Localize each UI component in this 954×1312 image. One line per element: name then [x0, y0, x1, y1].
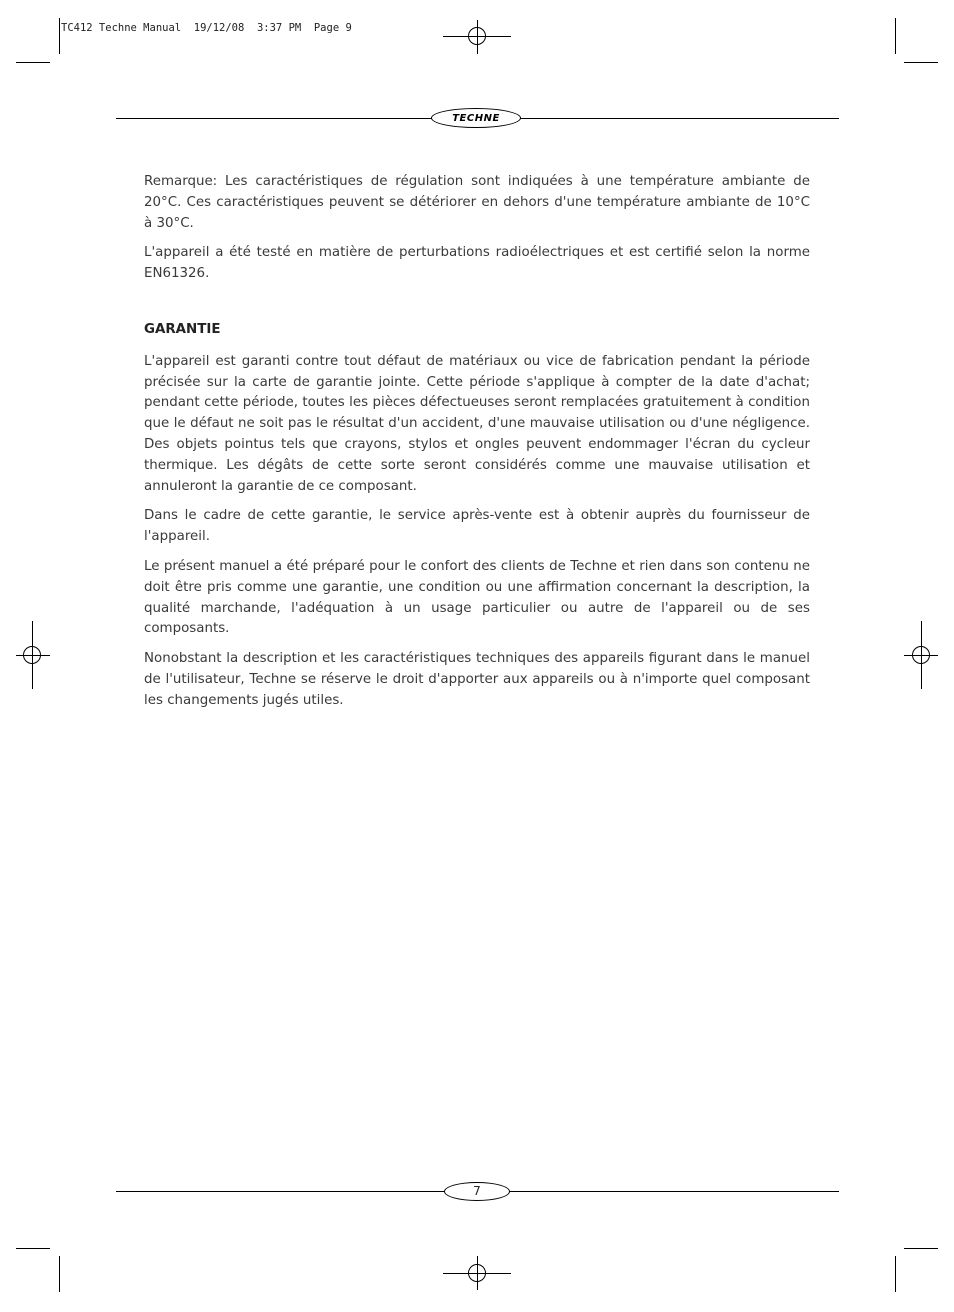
paragraph-service: Dans le cadre de cette garantie, le service après-vente est à obtenir auprès du fournisseur de l'appareil. [144, 508, 810, 545]
crop-mark [16, 1248, 50, 1249]
crop-mark [895, 1256, 896, 1292]
page-content [144, 172, 810, 721]
paragraph-garantie: L'appareil est garanti contre tout défaut de matériaux ou vice de fabrication pendant la période précisée sur la carte de garantie jointe. Cette période s'applique à compter de la date d'achat; pendant cette période, toutes les pièces défectueuses seront remplacées gratuitement à condition que le défaut ne soit pas le résultat d'un accident, d'une mauvaise utilisation ou d'une négligence. Des objets pointus tels que crayons, stylos et ongles peuvent endommager l'écran du cycleur thermique. Les dégâts de cette sorte seront considérés comme une mauvaise utilisation et annuleront la garantie de ce composant. [144, 353, 810, 494]
crop-mark [895, 18, 896, 54]
paragraph-remarque: Remarque: Les caractéristiques de régulation sont indiquées à une température ambiante de 20°C. Ces caractéristiques peuvent se détériorer en dehors d'une température ambiante de 10°C à 30°C. [144, 174, 810, 231]
printer-slug: TC412 Techne Manual 19/12/08 3:37 PM Page 9 [61, 22, 352, 34]
crop-mark [904, 62, 938, 63]
paragraph-manuel: Le présent manuel a été préparé pour le confort des clients de Techne et rien dans son contenu ne doit être pris comme une garantie, une condition ou une affirmation concernant la description, la qualité marchande, l'adéquation à un usage particulier ou autre de l'appareil ou de ses composants. [144, 558, 810, 637]
paragraph-nonobstant: Nonobstant la description et les caractéristiques techniques des appareils figurant dans le manuel de l'utilisateur, Techne se réserve le droit d'apporter aux appareils ou à n'importe quel composant les changements jugés utiles. [144, 651, 810, 708]
techne-logo [431, 108, 521, 128]
paragraph-certification: L'appareil a été testé en matière de perturbations radioélectriques et est certifié selon la norme EN61326. [144, 245, 810, 282]
crop-mark [16, 62, 50, 63]
section-heading-garantie: GARANTIE [144, 321, 221, 337]
logo-text: TECHNE [452, 112, 500, 124]
crop-mark [59, 18, 60, 54]
page-number: 7 [444, 1182, 510, 1201]
crop-mark [904, 1248, 938, 1249]
crop-mark [59, 1256, 60, 1292]
